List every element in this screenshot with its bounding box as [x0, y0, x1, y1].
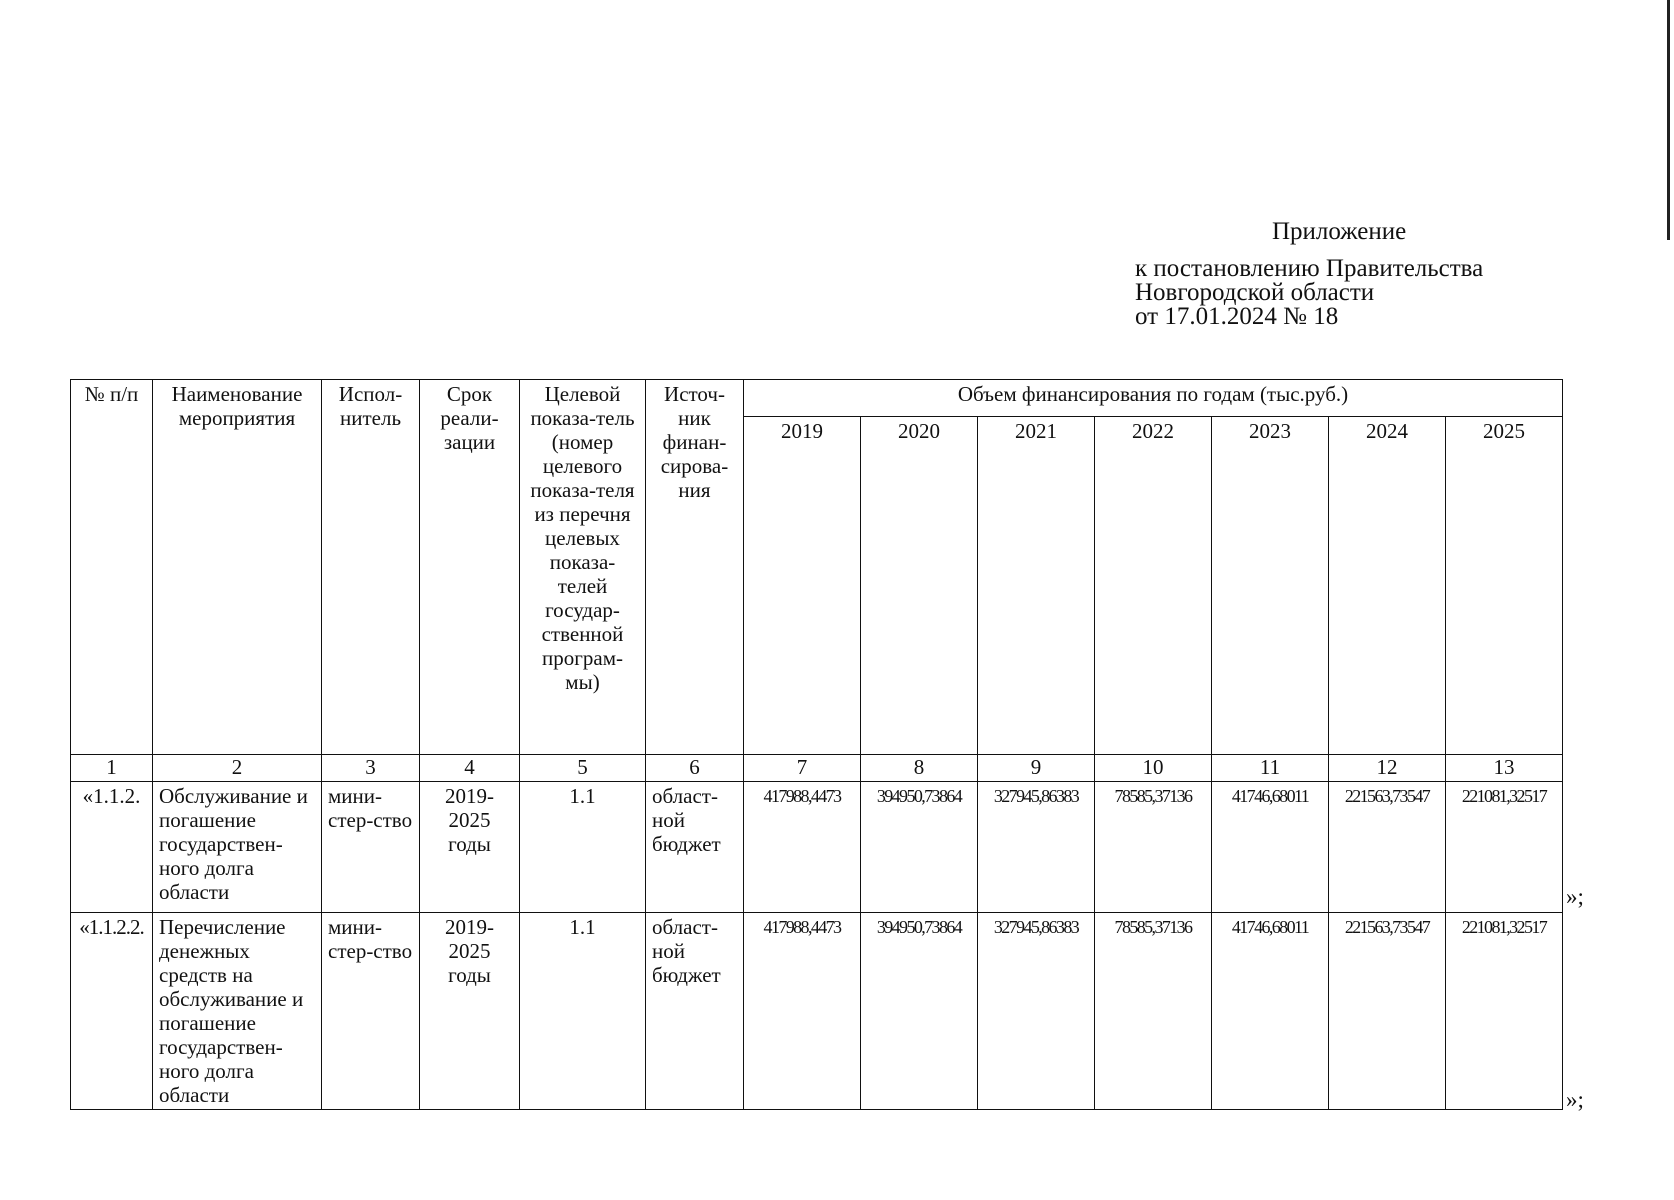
- row-amount-2023: 41746,68011: [1212, 782, 1329, 913]
- row-source: област-ной бюджет: [646, 782, 744, 913]
- scan-edge-mark: [1667, 0, 1670, 240]
- row-period: 2019-2025 годы: [420, 913, 520, 1110]
- row-period: 2019-2025 годы: [420, 782, 520, 913]
- row-target: 1.1: [520, 913, 646, 1110]
- header-executor: Испол-нитель: [322, 380, 420, 755]
- row-amount-2022: 78585,37136: [1095, 782, 1212, 913]
- row-executor: мини-стер-ство: [322, 913, 420, 1110]
- column-number: 11: [1212, 755, 1329, 782]
- row-amount-2023: 41746,68011: [1212, 913, 1329, 1110]
- column-number: 13: [1446, 755, 1563, 782]
- row-amount-2022: 78585,37136: [1095, 913, 1212, 1110]
- column-number: 1: [71, 755, 153, 782]
- header-target: Целевой показа-тель (номер целевого показа-теля из перечня целевых показа-телей государ-ственной програм-мы): [520, 380, 646, 755]
- row-amount-2020: 394950,73864: [861, 913, 978, 1110]
- row-amount-2024: 221563,73547: [1329, 913, 1446, 1110]
- header-year-2025: 2025: [1446, 417, 1563, 755]
- row-source: област-ной бюджет: [646, 913, 744, 1110]
- column-numbers-row: [71, 755, 1563, 782]
- header-num: № п/п: [71, 380, 153, 755]
- column-number: 4: [420, 755, 520, 782]
- appendix-title: Приложение: [1272, 218, 1407, 245]
- row-amount-2024: 221563,73547: [1329, 782, 1446, 913]
- header-year-2019: 2019: [744, 417, 861, 755]
- header-year-2020: 2020: [861, 417, 978, 755]
- column-number: 12: [1329, 755, 1446, 782]
- table-row: [71, 913, 1563, 1110]
- column-number: 3: [322, 755, 420, 782]
- header-funding-group: Объем финансирования по годам (тыс.руб.): [744, 380, 1563, 417]
- table-header-row-1: [71, 380, 1563, 417]
- column-number: 6: [646, 755, 744, 782]
- column-number: 9: [978, 755, 1095, 782]
- row-amount-2020: 394950,73864: [861, 782, 978, 913]
- column-number: 7: [744, 755, 861, 782]
- column-number: 2: [153, 755, 322, 782]
- row-amount-2021: 327945,86383: [978, 913, 1095, 1110]
- row-amount-2019: 417988,4473: [744, 913, 861, 1110]
- header-year-2023: 2023: [1212, 417, 1329, 755]
- header-source: Источ-ник финан-сирова-ния: [646, 380, 744, 755]
- column-number: 10: [1095, 755, 1212, 782]
- row-closing-quote: »;: [1566, 1087, 1584, 1112]
- row-amount-2025: 221081,32517: [1446, 913, 1563, 1110]
- appendix-line-date-number: от 17.01.2024 № 18: [1135, 303, 1339, 330]
- header-name: Наименование мероприятия: [153, 380, 322, 755]
- row-amount-2021: 327945,86383: [978, 782, 1095, 913]
- row-amount-2025: 221081,32517: [1446, 782, 1563, 913]
- funding-table: [70, 379, 1563, 1110]
- row-name: Перечисление денежных средств на обслуживание и погашение государствен-ного долга области: [153, 913, 322, 1110]
- header-year-2022: 2022: [1095, 417, 1212, 755]
- appendix-line-region: Новгородской области: [1135, 279, 1375, 306]
- header-year-2021: 2021: [978, 417, 1095, 755]
- row-executor: мини-стер-ство: [322, 782, 420, 913]
- header-period: Срок реали-зации: [420, 380, 520, 755]
- column-number: 8: [861, 755, 978, 782]
- row-num: «1.1.2.2.: [71, 913, 153, 1110]
- row-amount-2019: 417988,4473: [744, 782, 861, 913]
- row-name: Обслуживание и погашение государствен-ного долга области: [153, 782, 322, 913]
- row-num: «1.1.2.: [71, 782, 153, 913]
- row-closing-quote: »;: [1566, 884, 1584, 909]
- row-target: 1.1: [520, 782, 646, 913]
- table-row: [71, 782, 1563, 913]
- header-year-2024: 2024: [1329, 417, 1446, 755]
- appendix-line-decree: к постановлению Правительства: [1135, 255, 1484, 282]
- column-number: 5: [520, 755, 646, 782]
